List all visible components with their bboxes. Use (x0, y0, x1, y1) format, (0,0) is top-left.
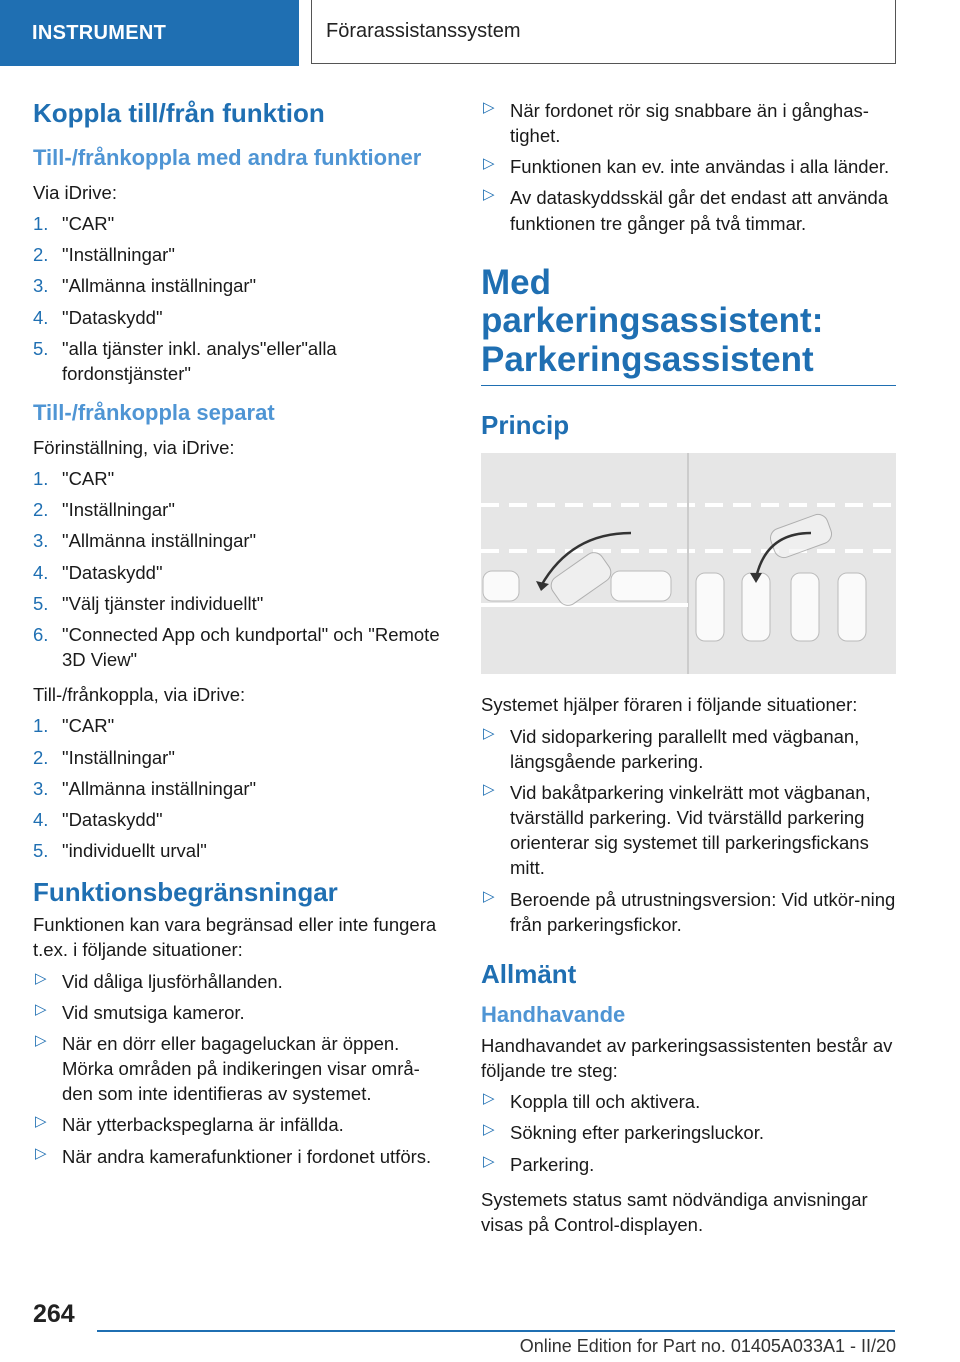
steps-list-2 (33, 466, 445, 672)
list-item: ▷ Vid bakåtparkering vinkelrätt mot vägbanan, tvärställd parkering. Vid tvärställd parkering orienterar sig systemet till parkeringsfickans mitt. (483, 780, 871, 879)
steps-list-1 (33, 211, 445, 386)
heading-operation: Handhavande (481, 1002, 626, 1028)
list-item: 6. "Connected App och kundportal" och "Remote 3D View" (33, 623, 440, 671)
list-item: 1. "CAR" (33, 213, 115, 235)
list-item: 3. "Allmänna inställningar" (33, 777, 257, 799)
list-item: 2. "Inställningar" (33, 746, 175, 768)
list-item: ▷ Parkering. (483, 1152, 595, 1175)
list-item: ▷ Koppla till och aktivera. (483, 1090, 701, 1113)
heading-principle: Princip (481, 410, 570, 441)
heading-general: Allmänt (481, 958, 577, 989)
list-item: 4. "Dataskydd" (33, 306, 163, 328)
footer-edition: Online Edition for Part no. 01405A033A1 - II/20 (519, 1336, 896, 1356)
parking-diagram-svg (481, 453, 896, 674)
heading-other-functions: Till-/frånkoppla med andra funktioner (33, 145, 422, 171)
list-item: ▷ Av dataskyddsskäl går det endast att använda funktionen tre gånger på två timmar. (483, 186, 889, 234)
triangle-bullet-icon: ▷ (35, 1000, 47, 1018)
text-via-idrive: Via iDrive: (33, 182, 117, 204)
triangle-bullet-icon: ▷ (35, 1113, 47, 1131)
list-item: 4. "Dataskydd" (33, 808, 163, 830)
situations-list (481, 724, 896, 937)
list-item: ▷ När en dörr eller bagageluckan är öppen. Mörka områden på indikeringen visar områ-den som inte identifieras av systemet. (35, 1031, 420, 1105)
triangle-bullet-icon: ▷ (35, 969, 47, 987)
triangle-bullet-icon: ▷ (35, 1144, 47, 1162)
list-item: 5. "Välj tjänster individuellt" (33, 592, 264, 614)
header-chapter-box (311, 0, 896, 64)
text-status-display: Systemets status samt nödvändiga anvisningar visas på Control-displayen. (481, 1188, 868, 1235)
list-item: ▷ Sökning efter parkeringsluckor. (483, 1121, 764, 1144)
list-item: ▷ När andra kamerafunktioner i fordonet utförs. (35, 1144, 432, 1167)
list-item: 1. "CAR" (33, 468, 115, 490)
list-item: 2. "Inställningar" (33, 499, 175, 521)
text-preset-via: Förinställning, via iDrive: (33, 436, 235, 458)
list-item: 5. "alla tjänster inkl. analys"eller"alla fordonstjänster" (33, 337, 337, 384)
triangle-bullet-icon: ▷ (483, 186, 495, 204)
list-item: ▷ När ytterbackspeglarna är infällda. (35, 1113, 344, 1136)
page-number: 264 (33, 1300, 75, 1328)
heading-toggle-separate: Till-/frånkoppla separat (33, 400, 275, 426)
triangle-bullet-icon: ▷ (483, 155, 495, 173)
triangle-bullet-icon: ▷ (483, 1121, 495, 1139)
left-column (33, 98, 445, 1179)
list-item: ▷ Funktionen kan ev. inte användas i alla länder. (483, 155, 890, 178)
list-item: 3. "Allmänna inställningar" (33, 530, 257, 552)
triangle-bullet-icon: ▷ (483, 1090, 495, 1108)
header-chapter-label: Förarassistanssystem (326, 20, 521, 42)
list-item: ▷ Vid sidoparkering parallellt med vägbanan, längsgående parkering. (483, 724, 860, 772)
heading-limitations: Funktionsbegränsningar (33, 877, 338, 908)
right-column (481, 98, 896, 1243)
triangle-bullet-icon: ▷ (35, 1031, 47, 1049)
list-item: ▷ När fordonet rör sig snabbare än i gånghas-tighet. (483, 99, 869, 147)
limitations-list-cont (481, 98, 896, 236)
heading-parking-assistant: Med parkeringsassistent: Parkeringsassistent (481, 264, 896, 387)
parking-illustration (481, 453, 896, 674)
list-item: ▷ Vid smutsiga kameror. (35, 1000, 245, 1023)
text-system-helps: Systemet hjälper föraren i följande situationer: (481, 694, 858, 716)
operation-steps-list (481, 1089, 896, 1176)
triangle-bullet-icon: ▷ (483, 780, 495, 798)
triangle-bullet-icon: ▷ (483, 1152, 495, 1170)
footer-divider (97, 1330, 895, 1332)
list-item: 5. "individuellt urval" (33, 839, 207, 861)
list-item: ▷ Vid dåliga ljusförhållanden. (35, 969, 283, 992)
triangle-bullet-icon: ▷ (483, 724, 495, 742)
text-toggle-via: Till-/frånkoppla, via iDrive: (33, 684, 246, 706)
text-operation: Handhavandet av parkeringsassistenten består av följande tre steg: (481, 1034, 893, 1082)
list-item: ▷ Beroende på utrustningsversion: Vid utkör-ning från parkeringsfickor. (483, 887, 896, 935)
steps-list-3 (33, 713, 445, 863)
triangle-bullet-icon: ▷ (483, 887, 495, 905)
triangle-bullet-icon: ▷ (483, 99, 495, 116)
list-item: 1. "CAR" (33, 715, 115, 737)
text-limitations: Funktionen kan vara begränsad eller inte fungera t.ex. i följande situationer: (33, 914, 437, 961)
header-section-label: INSTRUMENT (32, 21, 167, 44)
heading-toggle-function: Koppla till/från funktion (33, 98, 325, 128)
header-section-tab (0, 0, 299, 66)
list-item: 2. "Inställningar" (33, 244, 175, 266)
list-item: 3. "Allmänna inställningar" (33, 275, 257, 297)
list-item: 4. "Dataskydd" (33, 561, 163, 583)
limitations-list (33, 969, 445, 1169)
